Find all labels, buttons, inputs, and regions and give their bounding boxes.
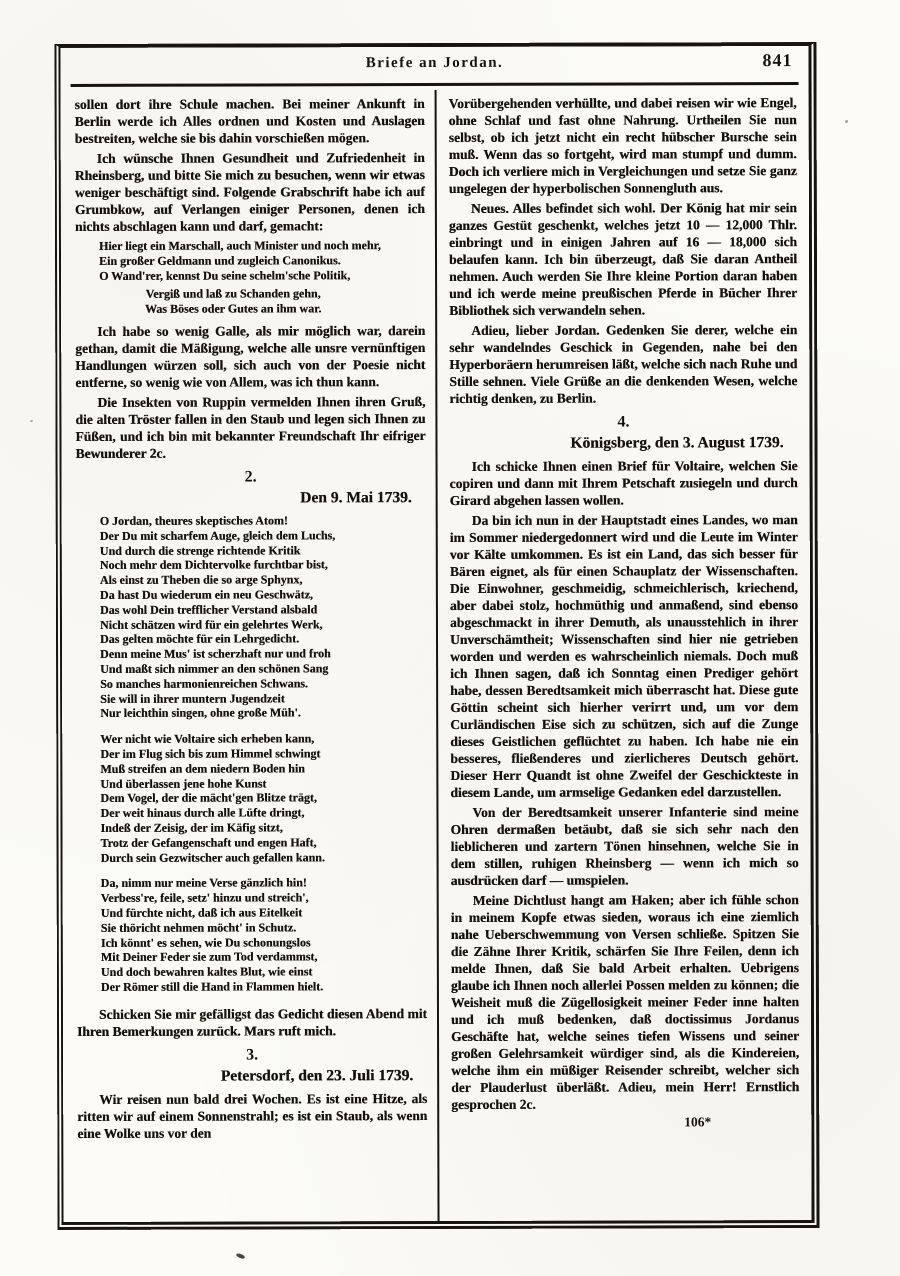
ink-speck <box>236 1252 246 1259</box>
verse-line: Verbess're, feile, setz' hinzu und streich', <box>100 890 309 905</box>
verse-line: Mit Deiner Feder sie zum Tod verdammst, <box>100 949 318 965</box>
verse-line: Der im Flug sich bis zum Himmel schwingt <box>100 746 321 761</box>
poem-stanza-2 <box>100 731 426 865</box>
paragraph-schule: sollen dort ihre Schule machen. Bei meiner Ankunft in Berlin werde ich Alles ordnen und Kosten und Auslagen bestreiten, welche sie bis dahin vorschießen mögen. <box>74 96 425 146</box>
verse-line: Der weit hinaus durch alle Lüfte dringt, <box>100 805 305 821</box>
verse-line: Ich könnt' es sehen, wie Du schonungslos <box>100 934 311 950</box>
ink-speck <box>845 120 848 123</box>
paragraph-dichtlust: Meine Dichtlust hangt am Haken; aber ich fühle schon in meinem Kopfe etwas sieden, woraus ich eine ziemlich nahe Ueberschwemmung von Versen schließe. Spitzen Sie die Zähne Ihrer Kritik, schärfen Sie Ihre Feilen, denn ich melde Ihnen, daß Sie bald Arbeit erhalten. Uebrigens glaube ich Ihnen noch allerlei Possen melden zu können; die Weisheit muß die Zügellosigkeit meiner Feder inne halten und ich muß bedenken, daß doctissimus Jordanus Geschäfte hat, welche seines tiefen Wissens und seiner großen Gelehrsamkeit würdiger sind, als die Kindereien, welche ihm ein müßiger Reisender schreibt, welcher sich der Plauderlust überläßt. Adieu, mein Herr! Ernstlich gesprochen 2c. <box>450 892 800 1112</box>
paragraph-schicken: Schicken Sie mir gefälligst das Gedicht diesen Abend mit Ihren Bemerkungen zurück. Mars ruft mich. <box>77 1005 428 1039</box>
paragraph-insekten: Die Insekten von Ruppin vermelden Ihnen ihren Gruß, die alten Tröster fallen in den Staub und legen sich Ihnen zu Füßen, und ich bin mit bekannter Freundschaft Ihr eifriger Bewunderer 2c. <box>75 394 426 461</box>
page-number: 841 <box>762 50 793 71</box>
ink-speck <box>30 420 33 422</box>
verse-line: Und fürchte nicht, daß ich aus Eitelkeit <box>100 905 303 920</box>
running-head-title: Briefe an Jordan. <box>365 54 504 72</box>
verse-line: Durch sein Gezwitscher auch gefallen kann. <box>100 849 325 865</box>
paragraph-adieu: Adieu, lieber Jordan. Gedenken Sie derer, welche ein sehr wandelndes Geschick in Gegenden, nahe bei den Hyperboräern herumreisen läßt, welche sich nach Ruhe und Stille sehnen. Viele Grüße an die denkenden Wesen, welche richtig denken, zu Berlin. <box>449 322 798 406</box>
verse-line: Das gelten möchte für ein Lehrgedicht. <box>99 631 300 647</box>
letter-4-number: 4. <box>617 413 630 431</box>
paragraph-voruebergehenden: Vorübergehenden verhüllte, und dabei reisen wir wie Engel, ohne Schlaf und fast ohne Nahrung. Urtheilen Sie nun selbst, ob ich jetzt nicht ein recht hübscher Bursche sein muß. Wenn das so fortgeht, wird man stumpf und dumm. Doch ich verliere mich in Vergleichungen und setze Sie ganz ungelegen der hyperbolischen Sonnengluth aus. <box>448 95 797 196</box>
verse-line: Und doch bewahren kaltes Blut, wie einst <box>100 964 313 979</box>
verse-line: Da hast Du wiederum ein neu Geschwätz, <box>99 587 313 602</box>
right-column <box>435 89 802 1221</box>
verse-line: Nur leichthin singen, ohne große Müh'. <box>100 705 301 721</box>
verse-line: Ein großer Geldmann und zugleich Canonikus. <box>98 253 341 268</box>
left-column <box>71 90 438 1222</box>
verse-line: Nicht schätzen wird für ein gelehrtes Werk, <box>99 616 323 632</box>
verse-line: Denn meine Mus' ist scherzhaft nur und froh <box>100 646 331 662</box>
verse-line: Und maßt sich nimmer an den schönen Sang <box>100 661 329 676</box>
paragraph-brief: Ich schicke Ihnen einen Brief für Voltaire, welchen Sie copiren und dann mit Ihrem Petschaft zusiegeln und durch Girard abgehen lassen wollen. <box>449 458 798 508</box>
verse-line: O Wand'rer, kennst Du seine schelm'sche Politik, <box>99 267 351 283</box>
verse-line: So manches harmonienreichen Schwans. <box>100 676 308 691</box>
verse-line: Da, nimm nur meine Verse gänzlich hin! <box>100 875 307 891</box>
header-rule <box>71 82 799 87</box>
verse-line: Indeß der Zeisig, der im Käfig sitzt, <box>100 820 283 835</box>
verse-line: Muß streifen an dem niedern Boden hin <box>100 761 305 776</box>
verse-line: O Jordan, theures skeptisches Atom! <box>99 513 288 528</box>
poem-stanza-3 <box>101 875 427 994</box>
paragraph-beredtsamkeit: Von der Beredtsamkeit unserer Infanterie sind meine Ohren dermaßen betäubt, daß sie sich sehr nach den lieblicheren und zartern Tönen hinsehnen, welche Sie in dem stillen, ruhigen Rheinsberg — wenn ich mich so ausdrücken darf — umspielen. <box>450 804 799 888</box>
verse-line: Dem Vogel, der die mächt'gen Blitze trägt, <box>100 790 317 806</box>
verse-line: Noch mehr dem Dichtervolke furchtbar bist, <box>99 557 328 573</box>
paragraph-reise: Wir reisen nun bald drei Wochen. Es ist eine Hitze, als ritten wir auf einem Sonnenstrahl; es ist ein Staub, als wenn eine Wolke uns vor den <box>77 1090 428 1141</box>
letter-2-dateline: Den 9. Mai 1739. <box>300 489 412 507</box>
epitaph-verse <box>99 238 425 283</box>
running-head <box>70 48 798 81</box>
signature-mark: 106* <box>684 1114 712 1130</box>
letter-3-number: 3. <box>246 1046 259 1064</box>
paragraph-hauptstadt: Da bin ich nun in der Hauptstadt eines Landes, wo man im Sommer niedergedonnert wird und die Leute im Winter vor Kälte umkommen. Es ist ein Land, das sich besser für Bären eignet, als für einen Schauplatz der Wissenschaften. Die Einwohner, geschmeidig, schmeichlerisch, kriechend, aber dabei stolz, hochmüthig und anmaßend, sind ebenso abgeschmackt in ihrer Demuth, als unausstehlich in ihrer Unverschämtheit; Wissenschaften sind hier nie getrieben worden und werden es wahrscheinlich niemals. Doch muß ich Ihnen sagen, daß ich Sonntag einen Prediger gehört habe, dessen Beredtsamkeit mich überrascht hat. Diese gute Göttin scheint sich hierher verirrt und, um vor dem Curländischen Eise sich zu schützen, sich auf die Zunge dieses Geistlichen geflüchtet zu haben. Ich habe nie ein besseres, fließenderes und zierlicheres Deutsch gehört. Dieser Herr Quandt ist ohne Zweifel der Geschickteste in diesem Lande, um armselige Gedanken edel darzustellen. <box>449 512 799 800</box>
verse-line: Sie thöricht nehmen möcht' in Schutz. <box>100 920 297 935</box>
letter-3-dateline: Petersdorf, den 23. Juli 1739. <box>220 1066 414 1085</box>
verse-line: Und durch die strenge richtende Kritik <box>99 542 301 558</box>
verse-line: Der Du mit scharfem Auge, gleich dem Luchs, <box>99 528 336 543</box>
letter-4-dateline: Königsberg, den 3. August 1739. <box>570 434 784 452</box>
page-frame <box>54 42 819 1230</box>
verse-line: Das wohl Dein trefflicher Verstand alsbald <box>99 602 318 617</box>
verse-line: Und überlassen jene hohe Kunst <box>100 775 267 791</box>
paragraph-neues: Neues. Alles befindet sich wohl. Der König hat mir sein ganzes Gestüt geschenkt, welches jetzt 10 — 12,000 Thlr. einbringt und in einigen Jahren auf 16 — 18,000 sich belaufen kann. Ich bin überzeugt, daß Sie daran Antheil nehmen. Auch werden Sie Ihre kleine Portion daran haben und ich werde meine preußischen Pferde in Bücher Ihrer Bibliothek sich verwandeln sehen. <box>448 200 798 318</box>
verse-line: Der Römer still die Hand in Flammen hielt. <box>100 979 324 994</box>
verse-line: Sie will in ihrer muntern Jugendzeit <box>100 690 285 706</box>
epitaph-verse-centered <box>75 287 391 317</box>
poem-stanza-1 <box>100 513 427 721</box>
text-columns <box>71 89 802 1222</box>
verse-line: Trotz der Gefangenschaft und engen Haft, <box>100 835 317 850</box>
verse-line: Was Böses oder Gutes an ihm war. <box>144 301 322 316</box>
verse-line: Wer nicht wie Voltaire sich erheben kann, <box>100 731 315 747</box>
letter-2-number: 2. <box>244 468 257 486</box>
paragraph-galle: Ich habe so wenig Galle, als mir möglich war, darein gethan, damit die Mäßigung, welche alle unsre vernünftigen Handlungen würzen soll, sich auch von der Poesie nicht entferne, so wenig wie von Allem, was ich thun kann. <box>75 323 426 390</box>
paragraph-wunsch: Ich wünsche Ihnen Gesundheit und Zufriedenheit in Rheinsberg, und bitte Sie mich zu besuchen, wenn wir etwas weniger beschäftigt sind. Folgende Grabschrift habe ich auf Grumbkow, auf Verlangen einiger Personen, denen ich nichts abschlagen kann und darf, gemacht: <box>74 150 425 234</box>
verse-line: Als einst zu Theben die so arge Sphynx, <box>99 572 303 588</box>
verse-line: Vergiß und laß zu Schanden gehn, <box>145 286 321 302</box>
verse-line: Hier liegt ein Marschall, auch Minister und noch mehr, <box>98 238 381 253</box>
